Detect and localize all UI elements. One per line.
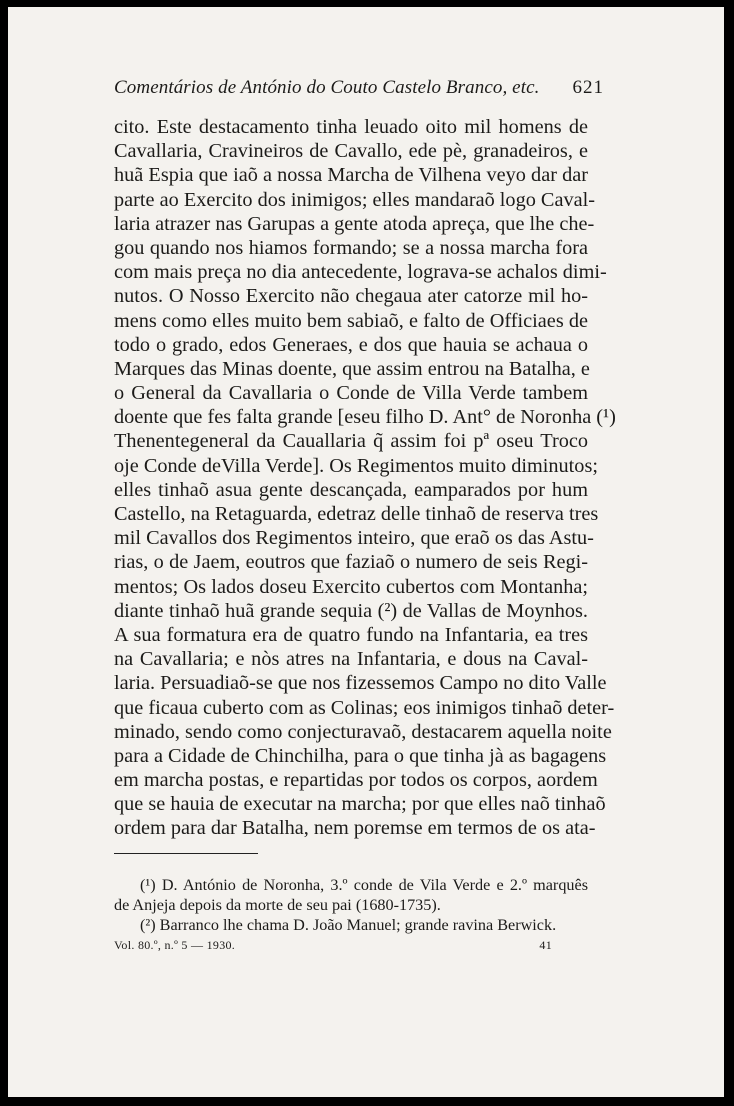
text-line: que ficaua cuberto com as Colinas; eos inimigos tinhaõ deter- [114, 696, 615, 719]
text-line: nutos. O Nosso Exercito não chegaua ater catorze mil ho- [114, 285, 588, 308]
text-line: Castello, na Retaguarda, edetraz delle tinhaõ de reserva tres [114, 503, 599, 525]
page-footer [114, 935, 588, 955]
text-line: o General da Cavallaria o Conde de Villa Verde tambem [114, 382, 588, 405]
footnote-line: (²) Barranco lhe chama D. João Manuel; grande ravina Berwick. [140, 916, 557, 934]
text-line: Thenentegeneral da Cauallaria q̃ assim foi pª oseu Troco [114, 430, 588, 453]
text-line: gou quando nos hiamos formando; se a nossa marcha fora [114, 236, 588, 259]
text-line: na Cavallaria; e nòs atres na Infantaria, e dous na Caval- [114, 648, 588, 671]
text-line: mil Cavallos dos Regimentos inteiro, que eraõ os das Astu- [114, 527, 594, 550]
running-header [114, 75, 604, 101]
text-line: com mais preça no dia antecedente, lograva-se achalos dimi- [114, 261, 607, 284]
text-line: laria. Persuadiaõ-se que nos fizessemos Campo no dito Valle [114, 672, 607, 695]
text-line: para a Cidade de Chinchilha, para o que tinha jà as bagagens [114, 744, 607, 767]
text-line: minado, sendo como conjecturavaõ, destacarem aquella noite [114, 720, 612, 743]
text-line: huã Espia que iaõ a nossa Marcha de Vilhena veyo dar dar [114, 164, 588, 187]
text-line: A sua formatura era de quatro fundo na Infantaria, ea tres [114, 623, 588, 646]
text-line: oje Conde deVilla Verde]. Os Regimentos muito diminutos; [114, 454, 598, 477]
header-title: Comentários de António do Couto Castelo Branco, etc. [114, 77, 540, 98]
text-line: Marques das Minas doente, que assim entrou na Batalha, e [114, 357, 590, 380]
text-line: cito. Este destacamento tinha leuado oito mil homens de [114, 116, 588, 138]
text-line: rias, o de Jaem, eoutros que faziaõ o numero de seis Regi- [114, 551, 588, 574]
body-text [114, 115, 616, 841]
text-line: todo o grado, edos Generaes, e dos que hauia se achaua o [114, 333, 588, 356]
document-page [8, 7, 724, 1097]
text-line: mentos; Os lados doseu Exercito cubertos com Montanha; [114, 575, 588, 598]
text-line: elles tinhaõ asua gente descançada, eamparados por hum [114, 478, 588, 501]
text-line: ordem para dar Batalha, nem poremse em termos de os ata- [114, 817, 596, 840]
text-line: parte ao Exercito dos inimigos; elles mandaraõ logo Caval- [114, 188, 595, 211]
signature-mark: 41 [539, 938, 552, 952]
page-number: 621 [572, 77, 604, 98]
text-line: em marcha postas, e repartidas por todos os corpos, aordem [114, 769, 598, 792]
volume-info: Vol. 80.º, n.º 5 — 1930. [114, 938, 236, 952]
text-line: mens como elles muito bem sabiaõ, e falto de Officiaes de [114, 309, 588, 332]
footnote-divider [114, 853, 258, 854]
text-line: doente que fes falta grande [eseu filho D. Ant° de Noronha (¹) [114, 406, 616, 429]
footnotes [114, 875, 588, 955]
text-line: Cavallaria, Cravineiros de Cavallo, ede pè, granadeiros, e [114, 140, 588, 163]
text-line: diante tinhaõ huã grande sequia (²) de Vallas de Moynhos. [114, 599, 588, 622]
text-line: que se hauia de executar na marcha; por que elles naõ tinhaõ [114, 793, 606, 816]
footnote-line: (¹) D. António de Noronha, 3.º conde de Vila Verde e 2.º marquês [140, 876, 588, 894]
footnote-line: de Anjeja depois da morte de seu pai (1680-1735). [114, 896, 441, 914]
text-line: laria atrazer nas Garupas a gente atoda apreça, que lhe che- [114, 212, 595, 235]
